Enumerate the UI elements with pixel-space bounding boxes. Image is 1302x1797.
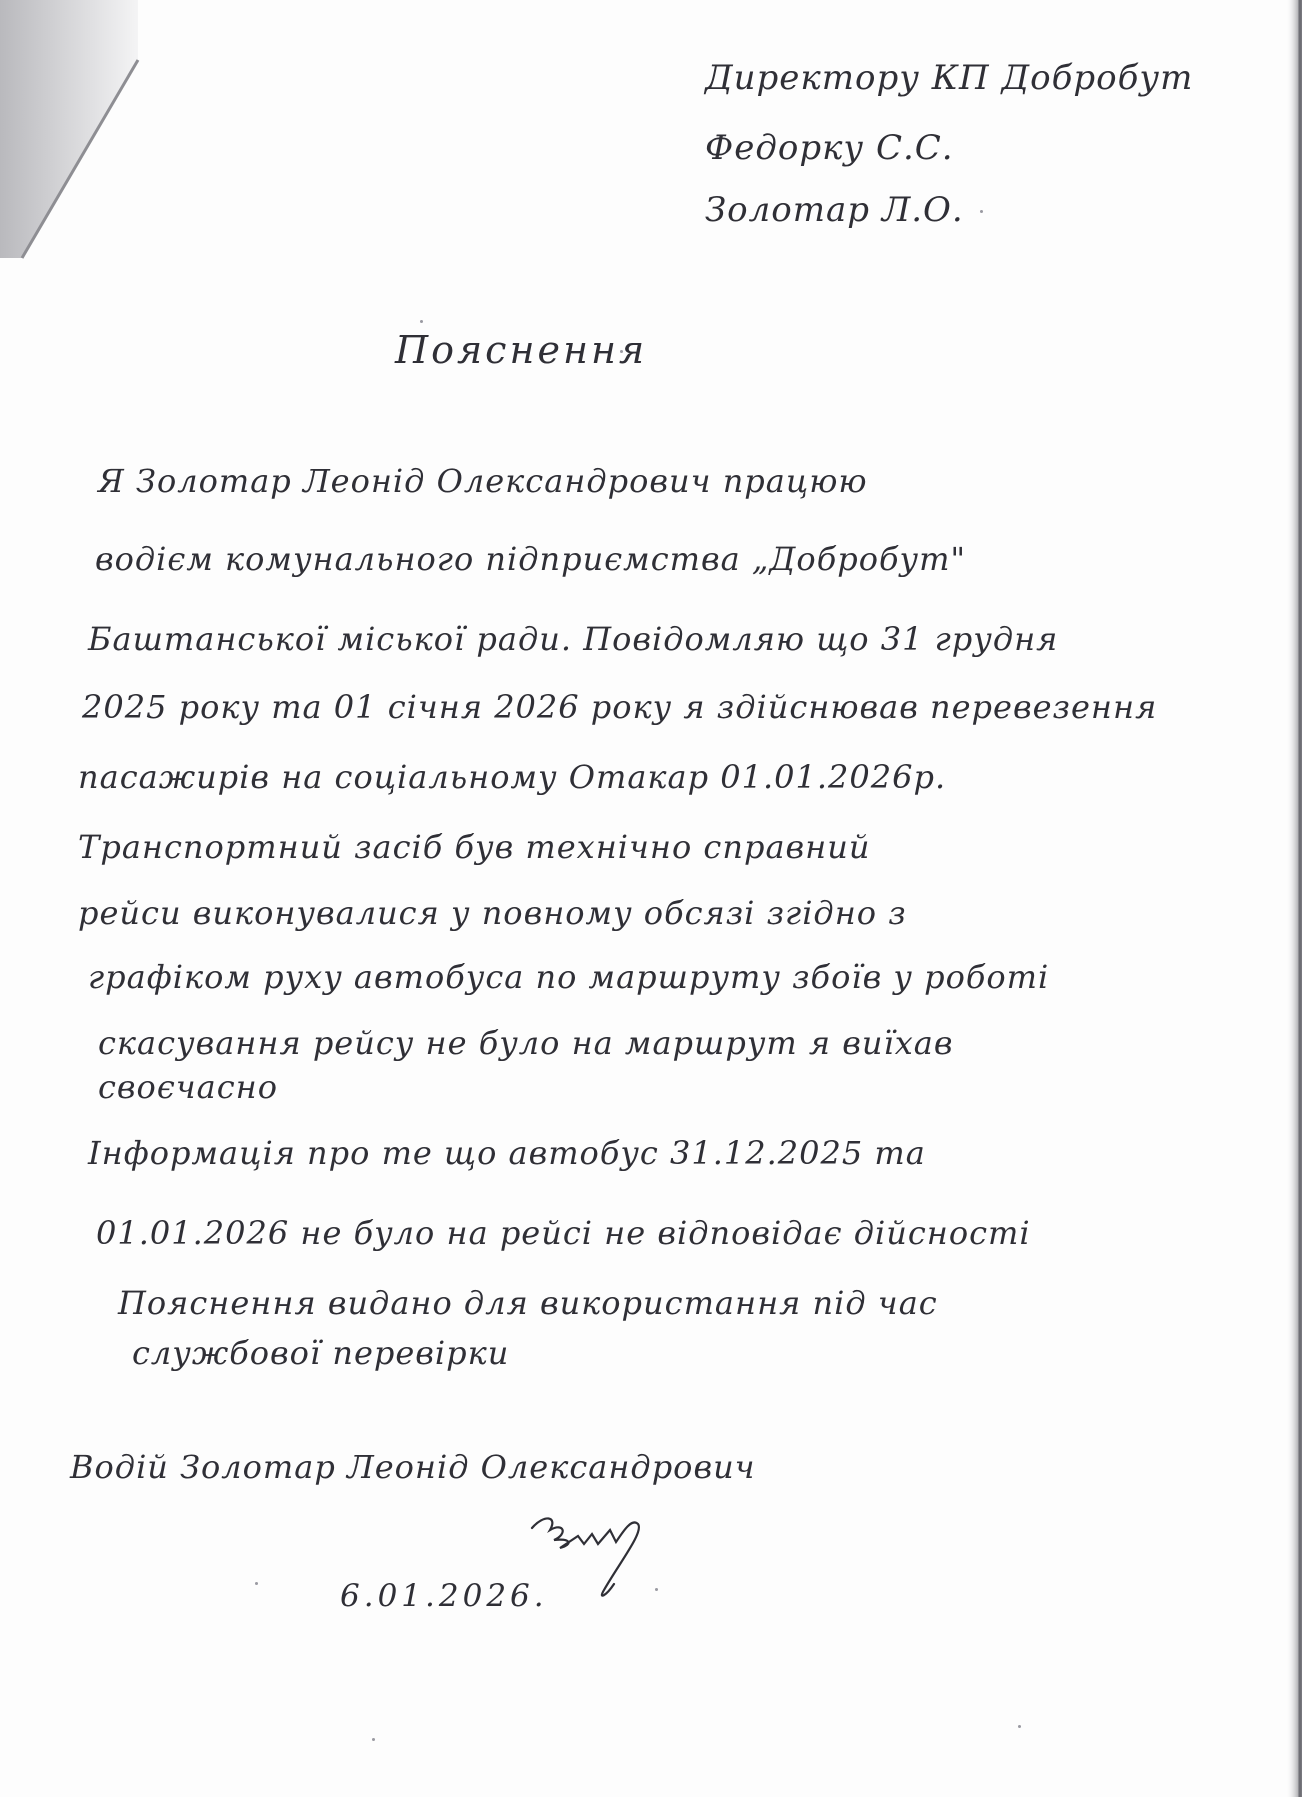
scan-speck bbox=[372, 1738, 375, 1741]
body-line: службової перевірки bbox=[132, 1334, 510, 1372]
body-line: Пояснення видано для використання під час bbox=[118, 1284, 938, 1322]
scan-speck bbox=[1018, 1725, 1021, 1728]
body-line: 2025 року та 01 січня 2026 року я здійснював перевезення bbox=[82, 688, 1158, 726]
signature-line: Водій Золотар Леонід Олександрович bbox=[70, 1448, 756, 1486]
addressee-line: Директору КП Добробут bbox=[705, 58, 1194, 98]
addressee-line: Федорку С.С. bbox=[705, 128, 954, 168]
body-line: 01.01.2026 не було на рейсі не відповідає дійсності bbox=[96, 1214, 1031, 1252]
body-line: Я Золотар Леонід Олександрович працюю bbox=[98, 462, 868, 500]
scan-speck bbox=[420, 320, 423, 323]
scan-speck bbox=[980, 210, 983, 213]
document-date: 6.01.2026. bbox=[340, 1578, 548, 1614]
body-line: Баштанської міської ради. Повідомляю що 31 грудня bbox=[88, 620, 1059, 658]
body-line: Інформація про те що автобус 31.12.2025 та bbox=[88, 1134, 926, 1172]
body-line: рейси виконувалися у повному обсязі згідно з bbox=[78, 894, 907, 932]
signature-text: Золотар bbox=[520, 1500, 525, 1501]
body-line: пасажирів на соціальному Отакар 01.01.2026р. bbox=[78, 758, 947, 796]
scan-speck bbox=[255, 1582, 258, 1585]
body-line: Транспортний засіб був технічно справний bbox=[78, 828, 871, 866]
body-line: водієм комунального підприємства „Добробут" bbox=[95, 540, 967, 578]
body-line: своєчасно bbox=[98, 1068, 278, 1106]
document-title: Пояснення bbox=[395, 328, 648, 372]
body-line: скасування рейсу не було на маршрут я виїхав bbox=[98, 1024, 954, 1062]
body-line: графіком руху автобуса по маршруту збоїв у роботі bbox=[88, 958, 1050, 996]
addressee-line: Золотар Л.О. bbox=[705, 190, 964, 230]
